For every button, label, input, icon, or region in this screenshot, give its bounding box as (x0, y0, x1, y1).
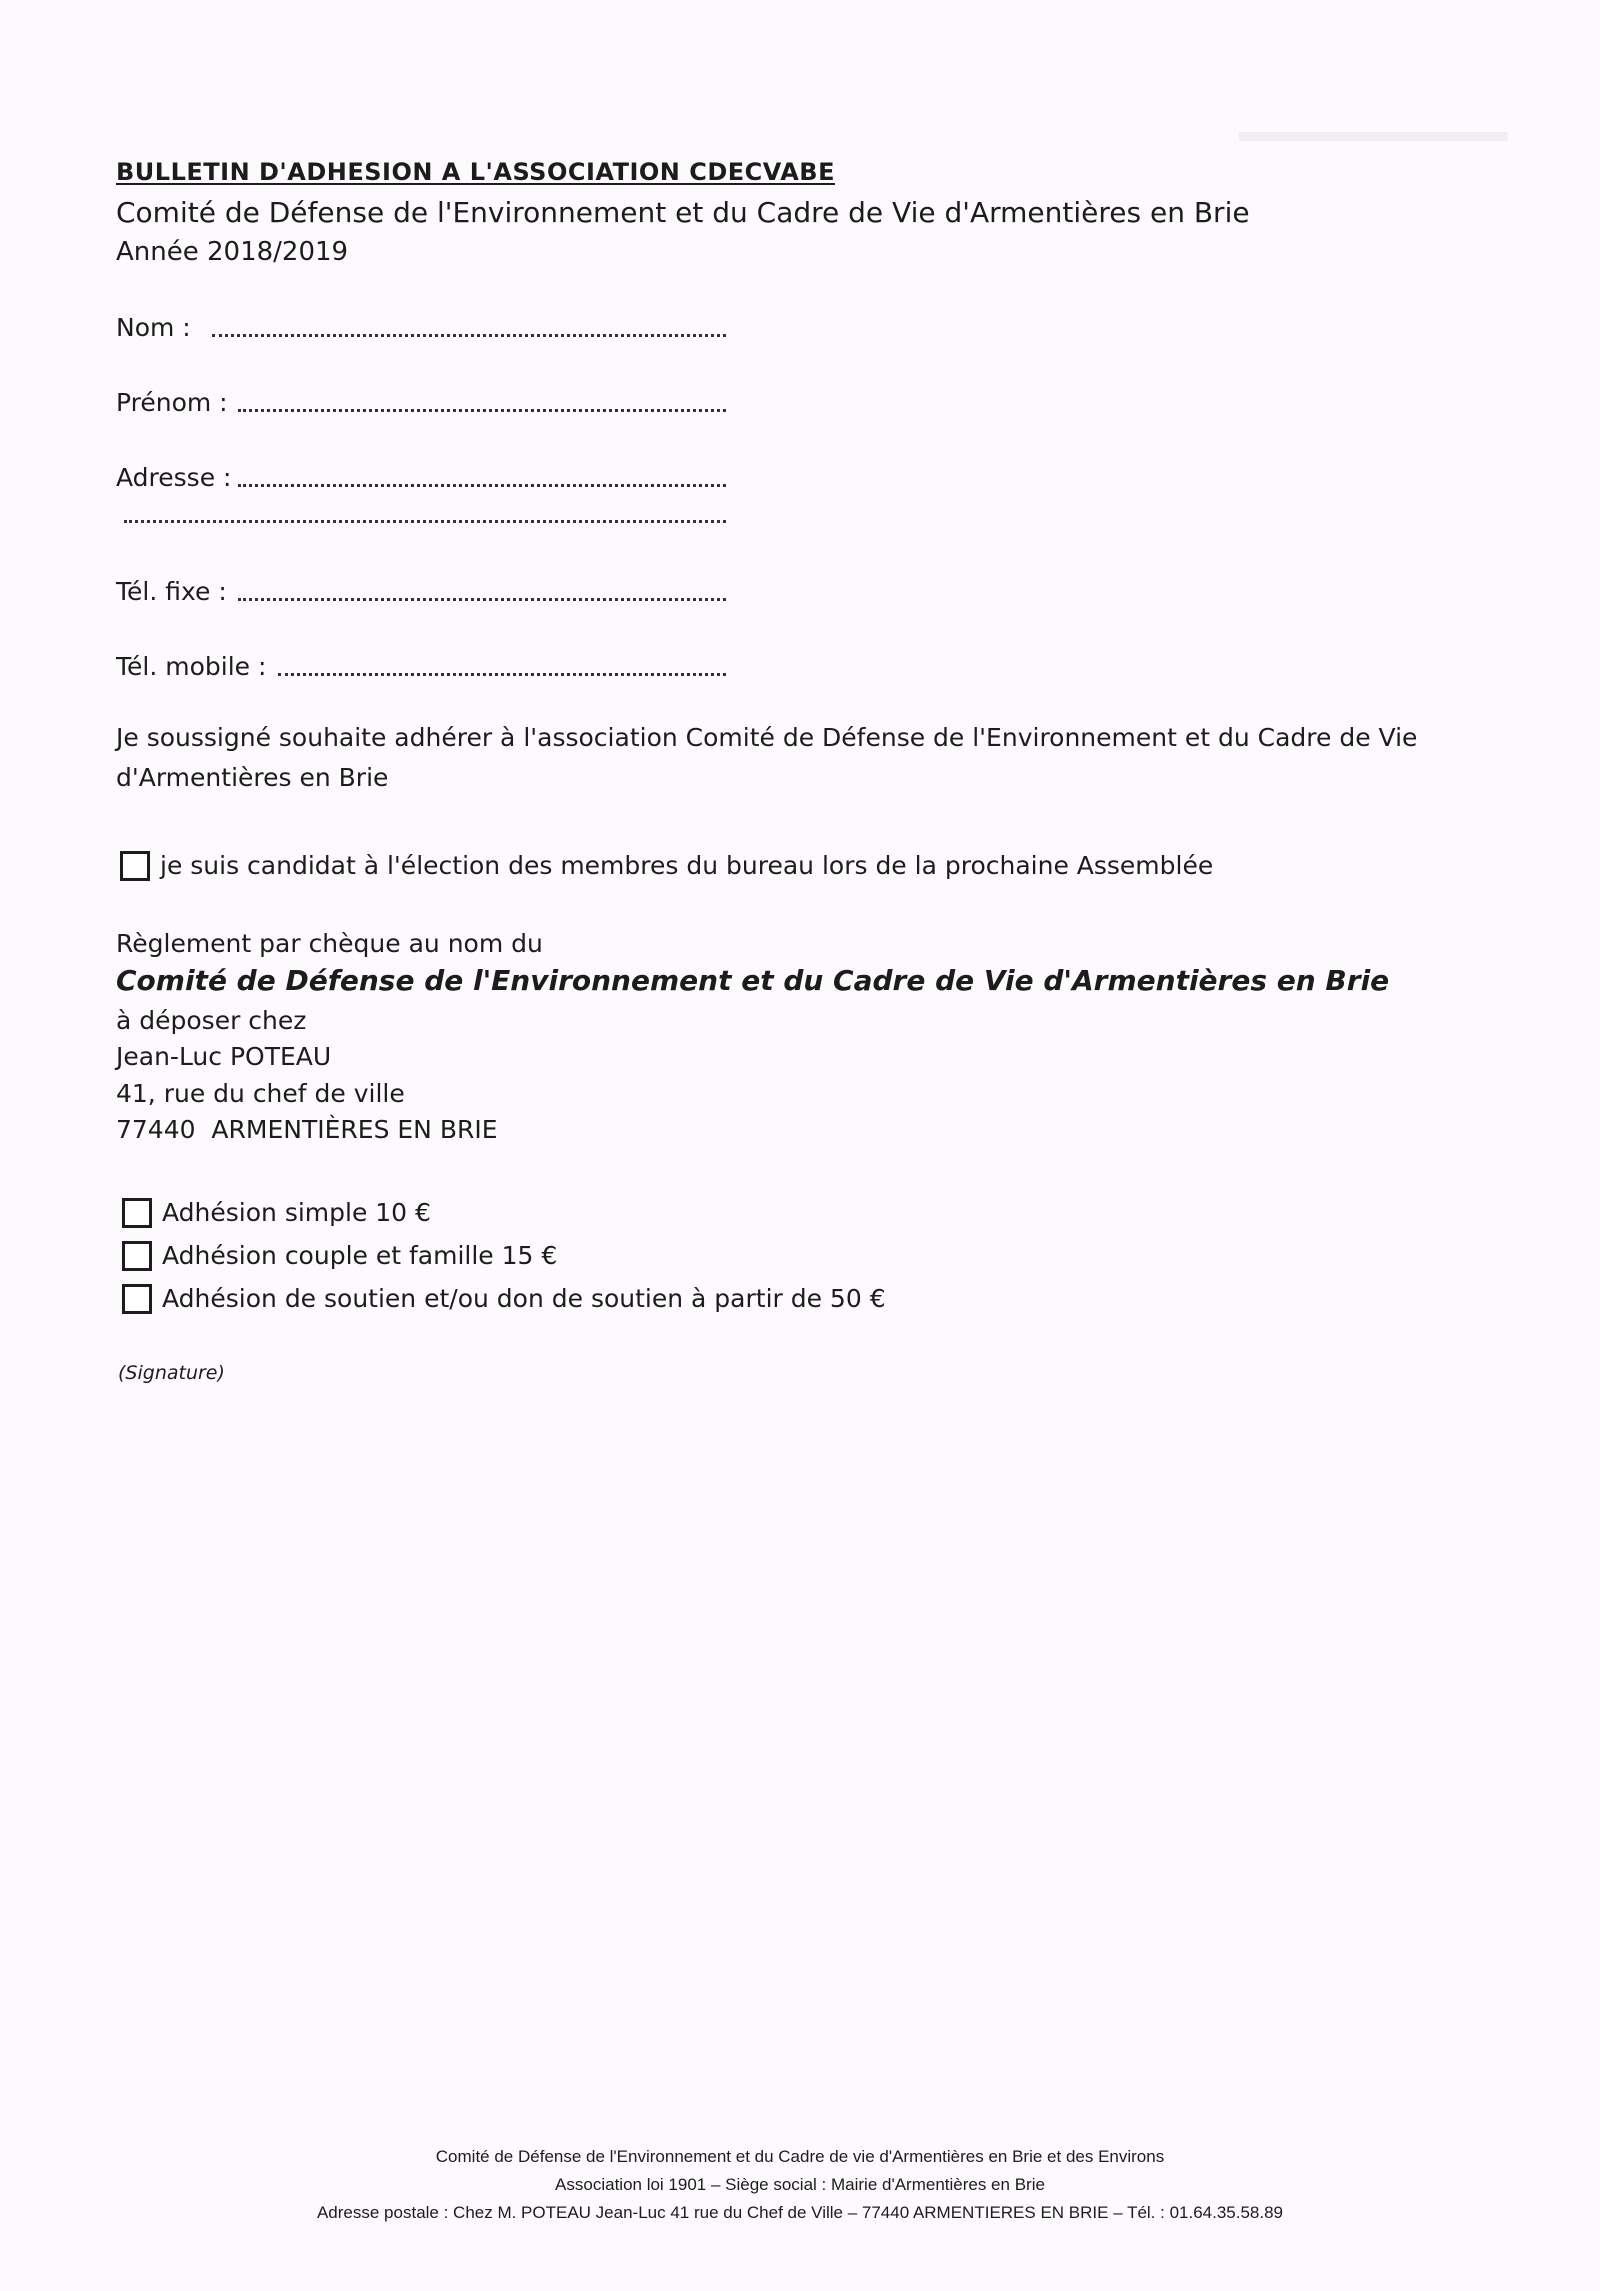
signature-area[interactable] (118, 1395, 718, 1555)
prenom-label: Prénom : (116, 388, 228, 417)
membership-support-checkbox[interactable] (122, 1284, 152, 1314)
payment-city: 77440 ARMENTIÈRES EN BRIE (116, 1115, 498, 1144)
payment-intro: Règlement par chèque au nom du (116, 929, 543, 958)
association-full-name: Comité de Défense de l'Environnement et du Cadre de Vie d'Armentières en Brie (116, 196, 1250, 229)
form-title: BULLETIN D'ADHESION A L'ASSOCIATION CDECVABE (116, 158, 835, 186)
adresse-field-line1[interactable] (238, 484, 726, 487)
tel-fixe-label: Tél. fixe : (116, 577, 227, 606)
candidate-checkbox-label: je suis candidat à l'élection des membres du bureau lors de la prochaine Assemblée (160, 851, 1214, 880)
payment-deposit: à déposer chez (116, 1006, 307, 1035)
footer-line-2: Association loi 1901 – Siège social : Mairie d'Armentières en Brie (555, 2175, 1045, 2194)
prenom-field[interactable] (238, 409, 726, 412)
declaration-line-2: d'Armentières en Brie (116, 763, 389, 792)
bleed-through-watermark: ⸻ (1231, 64, 1510, 192)
tel-fixe-field[interactable] (238, 598, 726, 601)
footer-line-1: Comité de Défense de l'Environnement et du Cadre de vie d'Armentières en Brie et des Environs (435, 2147, 1165, 2166)
adresse-field-line2[interactable] (124, 520, 726, 523)
nom-field[interactable] (212, 334, 726, 337)
payment-payee: Comité de Défense de l'Environnement et du Cadre de Vie d'Armentières en Brie (116, 964, 1390, 997)
membership-simple-checkbox[interactable] (122, 1198, 152, 1228)
declaration-line-1: Je soussigné souhaite adhérer à l'association Comité de Défense de l'Environnement et du Cadre de Vie (116, 723, 1418, 752)
membership-couple-checkbox[interactable] (122, 1241, 152, 1271)
adresse-label: Adresse : (116, 463, 232, 492)
membership-year: Année 2018/2019 (116, 237, 349, 267)
membership-couple-label: Adhésion couple et famille 15 € (162, 1241, 558, 1270)
tel-mobile-field[interactable] (278, 673, 726, 676)
candidate-checkbox[interactable] (120, 851, 150, 881)
payment-street: 41, rue du chef de ville (116, 1079, 405, 1108)
signature-label: (Signature) (118, 1362, 225, 1384)
payment-name: Jean-Luc POTEAU (116, 1042, 332, 1071)
membership-support-label: Adhésion de soutien et/ou don de soutien à partir de 50 € (162, 1284, 886, 1313)
membership-simple-label: Adhésion simple 10 € (162, 1198, 431, 1227)
footer-line-3: Adresse postale : Chez M. POTEAU Jean-Luc 41 rue du Chef de Ville – 77440 ARMENTIERES EN BRIE – Tél. : 01.64.35.58.89 (316, 2203, 1284, 2222)
nom-label: Nom : (116, 313, 191, 342)
tel-mobile-label: Tél. mobile : (116, 652, 267, 681)
